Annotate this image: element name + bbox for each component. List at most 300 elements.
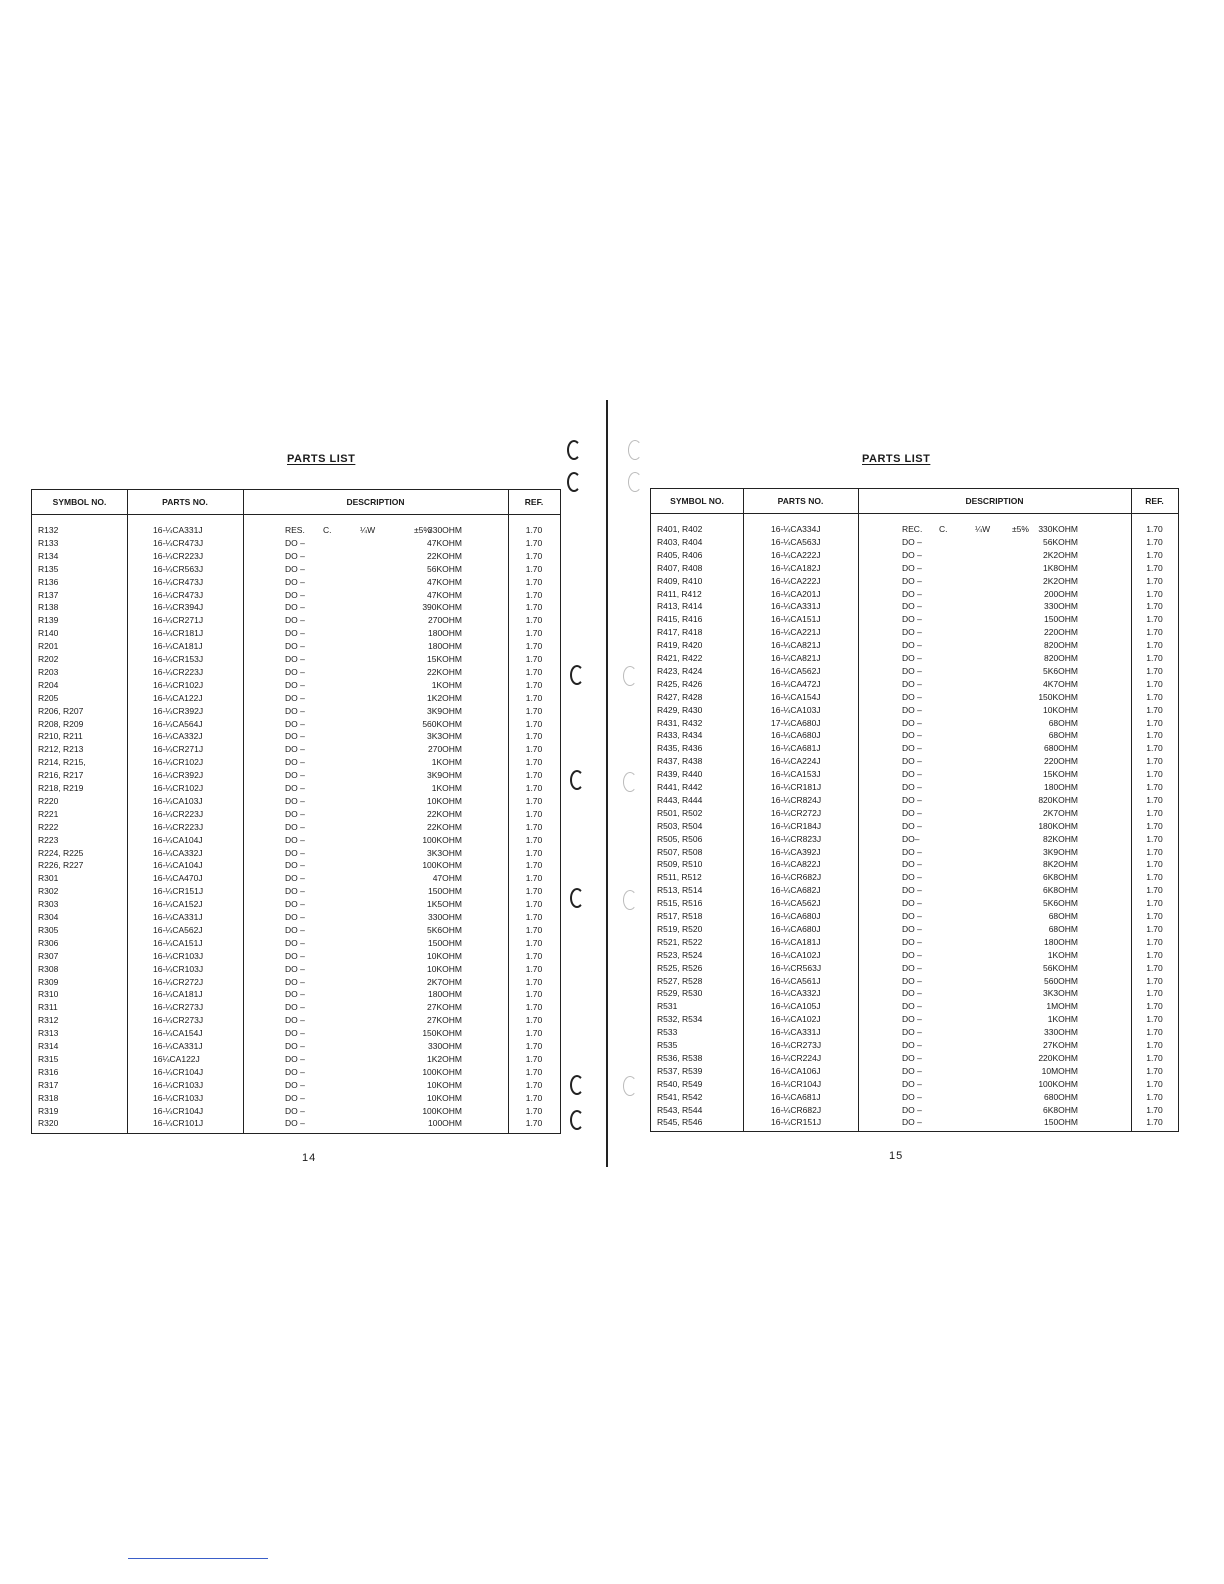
description-value: 1KOHM [1047,949,1078,960]
parts-no: 16-¼CR473J [153,589,204,600]
symbol-no: R537, R539 [657,1065,703,1076]
table-row [651,600,1178,613]
description-type: DO – [902,743,922,754]
table-row [651,729,1178,742]
parts-no: 16-¼CA821J [771,653,821,663]
symbol-no: R423, R424 [657,665,703,676]
description-type: DO – [902,549,922,560]
description-value: 220OHM [1043,756,1078,767]
description-value: 10MOHM [1041,1065,1078,1076]
symbol-no: R312 [38,1015,59,1026]
parts-no: 16-¼CA104J [153,834,203,845]
ref-price: 1.70 [525,950,543,961]
symbol-no: R221 [38,808,59,819]
parts-no: 16-¼CR223J [153,821,204,832]
parts-no: 16-¼CA224J [771,756,821,767]
parts-no: 16-¼CA152J [153,899,203,910]
ref-price: 1.70 [525,989,543,1000]
description-value: 680OHM [1043,743,1078,754]
table-row [651,613,1178,626]
parts-no: 16-¼CA122J [153,692,203,703]
symbol-no: R401, R402 [657,524,703,534]
ref-price: 1.70 [1146,807,1163,818]
parts-no: 16-¼CA822J [771,859,821,870]
ref-price: 1.70 [525,808,543,819]
table-row [32,963,560,976]
description-type: DO – [285,1028,305,1039]
table-row [32,730,560,743]
description-value: 220KOHM [1038,1052,1078,1063]
parts-no: 16-¼CA334J [771,524,821,534]
description-type: DO – [902,1104,922,1115]
symbol-no: R505, R506 [657,833,703,844]
description-value: 4K7OHM [1043,678,1078,689]
ref-price: 1.70 [1146,1014,1163,1025]
description-value: 2K7OHM [1043,807,1078,818]
table-row [32,859,560,872]
description-value: 47KOHM [427,589,462,600]
ref-price: 1.70 [525,666,543,677]
table-row [651,884,1178,897]
parts-no: 16-¼CR184J [771,820,822,831]
symbol-no: R135 [38,563,59,574]
description-value: 68OHM [1048,730,1078,741]
description-value: 5K6OHM [427,924,462,935]
description-type: DO – [902,898,922,909]
ref-price: 1.70 [1146,730,1163,741]
description-value: 56KOHM [427,563,462,574]
parts-no: 16-¼CR101J [153,1118,204,1129]
description-type: DO – [902,975,922,986]
table-row [651,691,1178,704]
ref-price: 1.70 [1146,975,1163,986]
parts-no: 16-¼CR103J [153,1092,204,1103]
description-type: DO – [902,1027,922,1038]
description-type: DO – [902,885,922,896]
ref-price: 1.70 [1146,549,1163,560]
description-value: 3K3OHM [427,731,462,742]
description-type: DO – [902,936,922,947]
description-value: 22KOHM [427,666,462,677]
description-type: DO – [285,666,305,677]
header-symbol-no: SYMBOL NO. [52,497,107,507]
ref-price: 1.70 [1146,949,1163,960]
symbol-no: R301 [38,873,59,884]
binder-hole-icon [567,440,581,460]
ref-price: 1.70 [1146,1065,1163,1076]
parts-no: 16-¼CR824J [771,794,822,805]
symbol-no: R409, R410 [657,575,703,586]
ref-price: 1.70 [1146,872,1163,883]
description-value: 15KOHM [427,654,462,664]
table-row [651,639,1178,652]
ref-price: 1.70 [525,847,543,858]
symbol-no: R532, R534 [657,1014,703,1025]
symbol-no: R226, R227 [38,860,84,871]
description-value: 100KOHM [422,1105,462,1116]
description-type: DO – [902,627,922,638]
symbol-no: R304 [38,912,59,922]
description-value: 3K9OHM [1043,846,1078,857]
table-row [32,705,560,718]
description-value: 2K7OHM [427,976,462,987]
parts-no: 16-¼CR273J [153,1015,204,1026]
parts-no: 16-¼CR682J [771,1104,822,1115]
description-value: 1KOHM [431,679,462,690]
symbol-no: R411, R412 [657,588,702,599]
description-type: DO – [285,1079,305,1090]
description-value: 10KOHM [427,963,462,974]
parts-no: 16-¼CA332J [771,988,821,999]
parts-no: 16-¼CA331J [153,912,203,922]
symbol-no: R541, R542 [657,1091,703,1102]
description-value: 3K9OHM [427,705,462,716]
table-row [651,1026,1178,1039]
description-value: 820KOHM [1038,794,1078,805]
ref-price: 1.70 [525,1105,543,1116]
binder-hole-icon [623,1076,637,1096]
ref-price: 1.70 [525,705,543,716]
binder-hole-icon [628,472,642,492]
description-type: DO – [285,937,305,948]
parts-no: 16-¼CA104J [153,860,203,871]
description-value: 330OHM [427,1041,462,1051]
description-type: DO – [285,537,305,548]
symbol-no: R204 [38,679,59,690]
table-row [651,665,1178,678]
parts-no: 16-¼CA470J [153,873,203,884]
table-row [651,975,1178,988]
header-description: DESCRIPTION [346,497,405,507]
ref-price: 1.70 [525,821,543,832]
symbol-no: R407, R408 [657,562,703,573]
table-row [32,576,560,589]
description-type: DO – [285,654,305,664]
description-type: DO – [902,678,922,689]
description-value: 1K2OHM [427,692,462,703]
symbol-no: R305 [38,924,59,935]
parts-no: 16-¼CA561J [771,975,821,986]
description-type: DO – [285,924,305,935]
description-type: DO – [902,756,922,767]
symbol-no: R501, R502 [657,807,703,818]
description-value: 3K9OHM [427,770,462,781]
description-type: DO – [902,911,922,921]
ref-price: 1.70 [525,1092,543,1103]
description-type: DO – [902,1091,922,1102]
symbol-no: R303 [38,899,59,910]
ref-price: 1.70 [1146,885,1163,896]
description-value: 390KOHM [422,602,462,613]
ref-price: 1.70 [1146,1091,1163,1102]
parts-no: 16-¼CA102J [771,949,821,960]
table-row [32,1079,560,1092]
table-row [651,949,1178,962]
parts-no: 16-¼CA680J [771,923,821,934]
symbol-no: R536, R538 [657,1052,703,1063]
ref-price: 1.70 [1146,962,1163,973]
table-row [32,808,560,821]
description-value: 68OHM [1048,717,1078,728]
parts-no: 16-¼CA392J [771,846,821,857]
description-type: DO– [902,833,920,844]
symbol-no: R405, R406 [657,549,703,560]
symbol-no: R441, R442 [657,782,703,792]
ref-price: 1.70 [1146,1052,1163,1063]
description-type: DO – [285,563,305,574]
description-value: 22KOHM [427,550,462,561]
table-row [32,872,560,885]
description-type: DO – [285,550,305,561]
ref-price: 1.70 [525,886,543,897]
ref-price: 1.70 [1146,524,1163,534]
description-value: 6K8OHM [1043,885,1078,896]
ref-price: 1.70 [1146,782,1163,792]
parts-no: 16-¼CA681J [771,1091,821,1102]
table-row [32,976,560,989]
symbol-no: R509, R510 [657,859,703,870]
ref-price: 1.70 [525,873,543,884]
description-type: DO – [902,859,922,870]
ref-price: 1.70 [1146,769,1163,780]
description-value: 220OHM [1043,627,1078,638]
symbol-no: R319 [38,1105,59,1116]
ref-price: 1.70 [525,718,543,729]
table-row [32,847,560,860]
description-value: 180OHM [427,989,462,1000]
ref-price: 1.70 [1146,794,1163,805]
table-row [651,575,1178,588]
right-page-title: PARTS LIST [862,453,931,465]
parts-no: 16-¼CR473J [153,576,204,587]
table-row [651,1104,1178,1117]
description-type: DO – [285,873,305,884]
description-value: 82KOHM [1043,833,1078,844]
description-value: 330OHM [427,912,462,922]
binder-hole-icon [570,888,584,908]
description-value: 330KOHM [1038,524,1078,534]
symbol-no: R523, R524 [657,949,703,960]
table-header [32,490,560,515]
parts-no: 16-¼CR271J [153,615,204,626]
symbol-no: R220 [38,795,59,806]
description-value: 100KOHM [422,1066,462,1077]
ref-price: 1.70 [1146,756,1163,767]
table-row [651,807,1178,820]
ref-price: 1.70 [525,834,543,845]
description-type: RES. [285,525,305,535]
table-row [651,871,1178,884]
description-type: DO – [285,1002,305,1013]
symbol-no: R543, R544 [657,1104,703,1115]
description-value: 150KOHM [422,1028,462,1039]
description-type: DO – [285,886,305,897]
symbol-no: R309 [38,976,59,987]
description-type: DO – [285,834,305,845]
description-value: 6K8OHM [1043,872,1078,883]
parts-no: 16-¼CA151J [771,614,821,625]
table-row [32,1092,560,1105]
symbol-no: R308 [38,963,59,974]
ref-price: 1.70 [525,1066,543,1077]
symbol-no: R320 [38,1118,59,1129]
parts-no: 16-¼CA153J [771,769,821,780]
ref-price: 1.70 [1146,665,1163,676]
description-type: DO – [285,1092,305,1103]
description-value: 47KOHM [427,537,462,548]
table-row [651,717,1178,730]
description-value: 56KOHM [1043,536,1078,547]
parts-no: 16-¼CA221J [771,627,821,638]
description-type: DO – [902,1078,922,1089]
table-row [651,936,1178,949]
symbol-no: R306 [38,937,59,948]
description-type: DO – [285,860,305,871]
ref-price: 1.70 [1146,846,1163,857]
table-row [651,923,1178,936]
symbol-no: R214, R215, [38,757,86,768]
table-row [651,652,1178,665]
description-type: DO – [902,962,922,973]
symbol-no: R533 [657,1027,678,1038]
table-row [651,755,1178,768]
table-row [651,910,1178,923]
description-type: DO – [285,757,305,768]
symbol-no: R313 [38,1028,59,1039]
table-row [651,1091,1178,1104]
description-value: 820OHM [1043,640,1078,651]
description-type: DO – [285,1053,305,1064]
description-type: DO – [902,846,922,857]
table-row [651,562,1178,575]
header-description: DESCRIPTION [965,496,1024,506]
table-row [651,1078,1178,1091]
table-row [32,537,560,550]
description-type: DO – [285,899,305,910]
description-type: DO – [902,794,922,805]
parts-no: 16-¼CR153J [153,654,204,664]
description-value: 180OHM [1043,782,1078,792]
ref-price: 1.70 [1146,911,1163,921]
description-type: DO – [902,1065,922,1076]
description-value: 2K2OHM [1043,575,1078,586]
description-value: 10KOHM [427,795,462,806]
parts-no: 16-¼CR273J [771,1040,822,1050]
symbol-no: R222 [38,821,59,832]
symbol-no: R425, R426 [657,678,703,689]
description-type: DO – [285,847,305,858]
description-type: DO – [902,1040,922,1050]
table-row [32,821,560,834]
symbol-no: R507, R508 [657,846,703,857]
symbol-no: R403, R404 [657,536,703,547]
symbol-no: R527, R528 [657,975,703,986]
description-type: DO – [285,1041,305,1051]
parts-no: 16¼CA122J [153,1053,200,1064]
description-type: DO – [902,949,922,960]
symbol-no: R415, R416 [657,614,703,625]
description-value: 680OHM [1043,1091,1078,1102]
parts-no: 16-¼CA563J [771,536,821,547]
table-row [651,1039,1178,1052]
ref-price: 1.70 [525,924,543,935]
parts-no: 16-¼CR102J [153,679,204,690]
description-wattage: ¼W [975,524,991,534]
description-value: 1KOHM [431,757,462,768]
symbol-no: R133 [38,537,59,548]
description-type: DO – [285,731,305,742]
table-row [32,627,560,640]
parts-no: 16-¼CA331J [153,525,203,535]
left-parts-table [31,489,561,1134]
table-row [32,769,560,782]
header-ref: REF. [524,497,544,507]
description-value: 5K6OHM [1043,665,1078,676]
symbol-no: R202 [38,654,59,664]
symbol-no: R317 [38,1079,59,1090]
symbol-no: R519, R520 [657,923,703,934]
ref-price: 1.70 [1146,691,1163,702]
page-divider [606,400,608,1167]
ref-price: 1.70 [525,692,543,703]
parts-no: 16-¼CR563J [771,962,822,973]
parts-no: 16-¼CR272J [771,807,822,818]
binder-hole-icon [570,770,584,790]
table-row [32,898,560,911]
table-row [32,795,560,808]
description-type: DO – [285,1066,305,1077]
ref-price: 1.70 [525,1053,543,1064]
description-type: DO – [285,950,305,961]
description-type: DO – [285,963,305,974]
symbol-no: R224, R225 [38,847,84,858]
description-value: 180OHM [1043,936,1078,947]
ref-price: 1.70 [525,757,543,768]
symbol-no: R443, R444 [657,794,703,805]
header-ref: REF. [1145,496,1164,506]
parts-no: 16-¼CA680J [771,911,821,921]
description-type: DO – [285,808,305,819]
description-type: DO – [902,820,922,831]
table-row [651,846,1178,859]
parts-no: 16-¼CR392J [153,705,204,716]
header-parts-no: PARTS NO. [777,496,824,506]
parts-no: 16-¼CR394J [153,602,204,613]
table-row [32,1117,560,1130]
description-value: 150OHM [427,886,462,897]
symbol-no: R205 [38,692,59,703]
parts-no: 16-¼CA181J [771,936,821,947]
description-value: 150OHM [1043,614,1078,625]
description-value: 68OHM [1048,923,1078,934]
table-row [32,601,560,614]
description-type: DO – [902,536,922,547]
ref-price: 1.70 [525,1041,543,1051]
symbol-no: R201 [38,641,59,652]
parts-no: 16-¼CA151J [153,937,203,948]
table-row [651,858,1178,871]
description-type: DO – [285,602,305,613]
table-row [651,820,1178,833]
description-value: 15KOHM [1043,769,1078,780]
description-type: DO – [902,665,922,676]
symbol-no: R437, R438 [657,756,703,767]
binder-hole-icon [570,665,584,685]
description-value: 200OHM [1043,588,1078,599]
description-value: 6K8OHM [1043,1104,1078,1115]
table-row [651,626,1178,639]
description-value: 180OHM [427,628,462,639]
